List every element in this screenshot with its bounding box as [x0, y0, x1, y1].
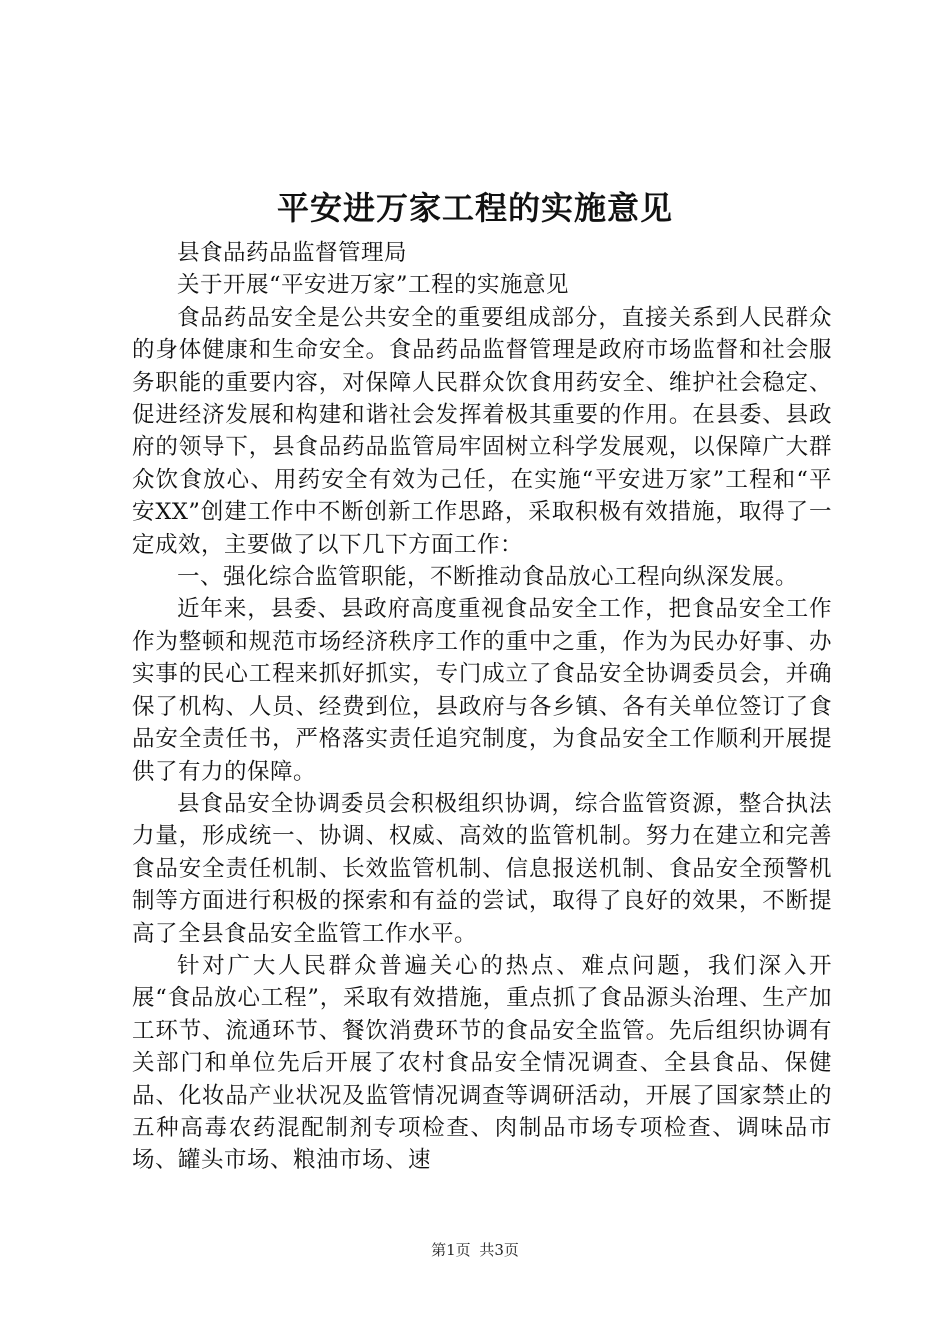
body-paragraph: 食品药品安全是公共安全的重要组成部分，直接关系到人民群众的身体健康和生命安全。食品药品监督管理是政府市场监督和社会服务职能的重要内容，对保障人民群众饮食用药安全、维护社会稳定、促进经济发展和构建和谐社会发挥着极其重要的作用。在县委、县政府的领导下，县食品药品监管局牢固树立科学发展观，以保障广大群众饮食放心、用药安全有效为己任，在实施“平安进万家”工程和“平安XX”创建工作中不断创新工作思路，采取积极有效措施，取得了一定成效，主要做了以下几下方面工作： [132, 304, 832, 558]
body-paragraph: 县食品安全协调委员会积极组织协调，综合监管资源，整合执法力量，形成统一、协调、权威、高效的监管机制。努力在建立和完善食品安全责任机制、长效监管机制、信息报送机制、食品安全预警机制等方面进行积极的探索和有益的尝试，取得了良好的效果，不断提高了全县食品安全监管工作水平。 [132, 790, 832, 947]
section-heading: 一、强化综合监管职能，不断推动食品放心工程向纵深发展。 [177, 564, 799, 591]
page-footer [0, 1240, 950, 1260]
issuer-line: 县食品药品监督管理局 [177, 240, 408, 266]
body-paragraph: 近年来，县委、县政府高度重视食品安全工作，把食品安全工作作为整顿和规范市场经济秩序工作的重中之重，作为为民办好事、办实事的民心工程来抓好抓实，专门成立了食品安全协调委员会，并确保了机构、人员、经费到位，县政府与各乡镇、各有关单位签订了食品安全责任书，严格落实责任追究制度，为食品安全工作顺利开展提供了有力的保障。 [132, 596, 832, 785]
page-number: 第1页 [431, 1241, 471, 1259]
document-title: 平安进万家工程的实施意见 [276, 189, 673, 227]
subtitle-line: 关于开展“平安进万家”工程的实施意见 [177, 272, 570, 299]
page-total: 共3页 [479, 1241, 519, 1259]
body-paragraph: 针对广大人民群众普遍关心的热点、难点问题，我们深入开展“食品放心工程”，采取有效措施，重点抓了食品源头治理、生产加工环节、流通环节、餐饮消费环节的食品安全监管。先后组织协调有关部门和单位先后开展了农村食品安全情况调查、全县食品、保健品、化妆品产业状况及监管情况调查等调研活动，开展了国家禁止的五种高毒农药混配制剂专项检查、肉制品市场专项检查、调味品市场、罐头市场、粮油市场、速 [132, 952, 832, 1174]
document-body [132, 237, 832, 1177]
